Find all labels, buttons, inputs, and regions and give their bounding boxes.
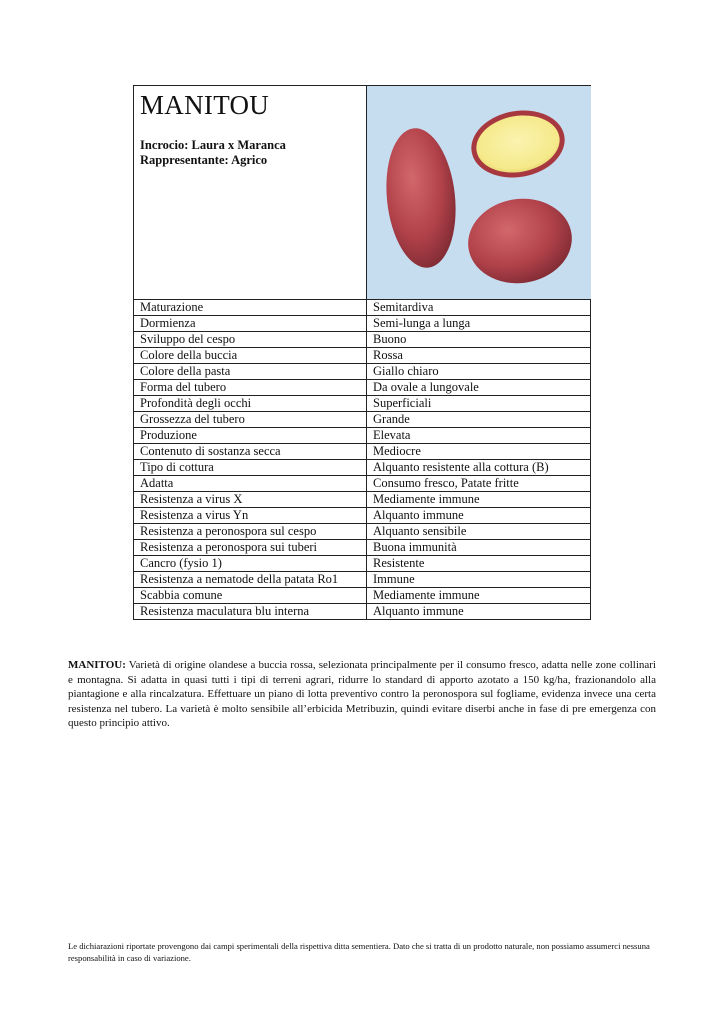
trait-name: Grossezza del tubero [134,412,367,428]
trait-value: Superficiali [367,396,591,412]
description-lead: MANITOU: [68,659,126,671]
trait-value: Giallo chiaro [367,364,591,380]
variety-sheet-table [133,85,591,300]
traits-table [133,299,591,620]
trait-value: Buono [367,332,591,348]
trait-row [134,332,591,348]
trait-row [134,492,591,508]
trait-value: Semitardiva [367,300,591,316]
trait-name: Tipo di cottura [134,460,367,476]
trait-name: Adatta [134,476,367,492]
potato-whole-long [380,125,462,271]
trait-name: Resistenza maculatura blu interna [134,604,367,620]
trait-name: Colore della buccia [134,348,367,364]
crossing-label: Incrocio: Laura x Maranca [140,138,286,152]
trait-row [134,444,591,460]
potato-photo [367,86,591,299]
trait-row [134,300,591,316]
trait-name: Maturazione [134,300,367,316]
representative-label: Rappresentante: Agrico [140,153,268,167]
trait-name: Dormienza [134,316,367,332]
trait-name: Scabbia comune [134,588,367,604]
trait-value: Semi-lunga a lunga [367,316,591,332]
trait-name: Forma del tubero [134,380,367,396]
trait-value: Mediocre [367,444,591,460]
trait-row [134,460,591,476]
potato-illustration [367,86,591,299]
trait-row [134,364,591,380]
trait-value: Alquanto immune [367,604,591,620]
trait-name: Sviluppo del cespo [134,332,367,348]
trait-value: Resistente [367,556,591,572]
trait-value: Alquanto resistente alla cottura (B) [367,460,591,476]
trait-row [134,412,591,428]
footer-disclaimer: Le dichiarazioni riportate provengono dai campi sperimentali della rispettiva ditta sementiera. Dato che si tratta di un prodotto naturale, non possiamo assumerci nessuna responsabilità in caso di variazione. [68,941,650,963]
trait-name: Contenuto di sostanza secca [134,444,367,460]
trait-name: Resistenza a peronospora sui tuberi [134,540,367,556]
variety-title: MANITOU [140,90,270,120]
description-text: Varietà di origine olandese a buccia rossa, selezionata principalmente per il consumo fresco, adatta nelle zone collinari e montagna. Si adatta in quasi tutti i tipi di terreni agrari, ridurre lo standard di apporto azotato a 150 kg/ha, frazionandolo alla piantagione e alla rincalzatura. Effettuare un piano di lotta preventivo contro la peronospora sul fogliame, evidenza invece una certa resistenza nel tubero. La varietà è molto sensibile all’erbicida Metribuzin, quindi evitare diserbi anche in fase di pre emergenza con questo principio attivo. [68,659,656,729]
trait-name: Cancro (fysio 1) [134,556,367,572]
trait-name: Profondità degli occhi [134,396,367,412]
trait-row [134,556,591,572]
header-info-cell [134,86,367,300]
photo-cell [367,86,591,300]
trait-name: Produzione [134,428,367,444]
trait-value: Rossa [367,348,591,364]
trait-row [134,476,591,492]
trait-value: Mediamente immune [367,492,591,508]
trait-name: Resistenza a virus Yn [134,508,367,524]
trait-name: Resistenza a peronospora sul cespo [134,524,367,540]
trait-row [134,508,591,524]
header-row [134,86,591,300]
trait-row [134,396,591,412]
trait-name: Resistenza a virus X [134,492,367,508]
trait-value: Da ovale a lungovale [367,380,591,396]
trait-row [134,604,591,620]
trait-name: Colore della pasta [134,364,367,380]
trait-name: Resistenza a nematode della patata Ro1 [134,572,367,588]
trait-value: Alquanto immune [367,508,591,524]
trait-row [134,572,591,588]
trait-row [134,524,591,540]
variety-description [68,658,656,731]
trait-row [134,428,591,444]
trait-row [134,540,591,556]
trait-value: Alquanto sensibile [367,524,591,540]
trait-value: Elevata [367,428,591,444]
trait-row [134,380,591,396]
trait-row [134,316,591,332]
trait-value: Immune [367,572,591,588]
trait-value: Mediamente immune [367,588,591,604]
potato-whole-round [463,192,578,290]
trait-value: Buona immunità [367,540,591,556]
trait-row [134,588,591,604]
trait-value: Consumo fresco, Patate fritte [367,476,591,492]
trait-value: Grande [367,412,591,428]
trait-row [134,348,591,364]
